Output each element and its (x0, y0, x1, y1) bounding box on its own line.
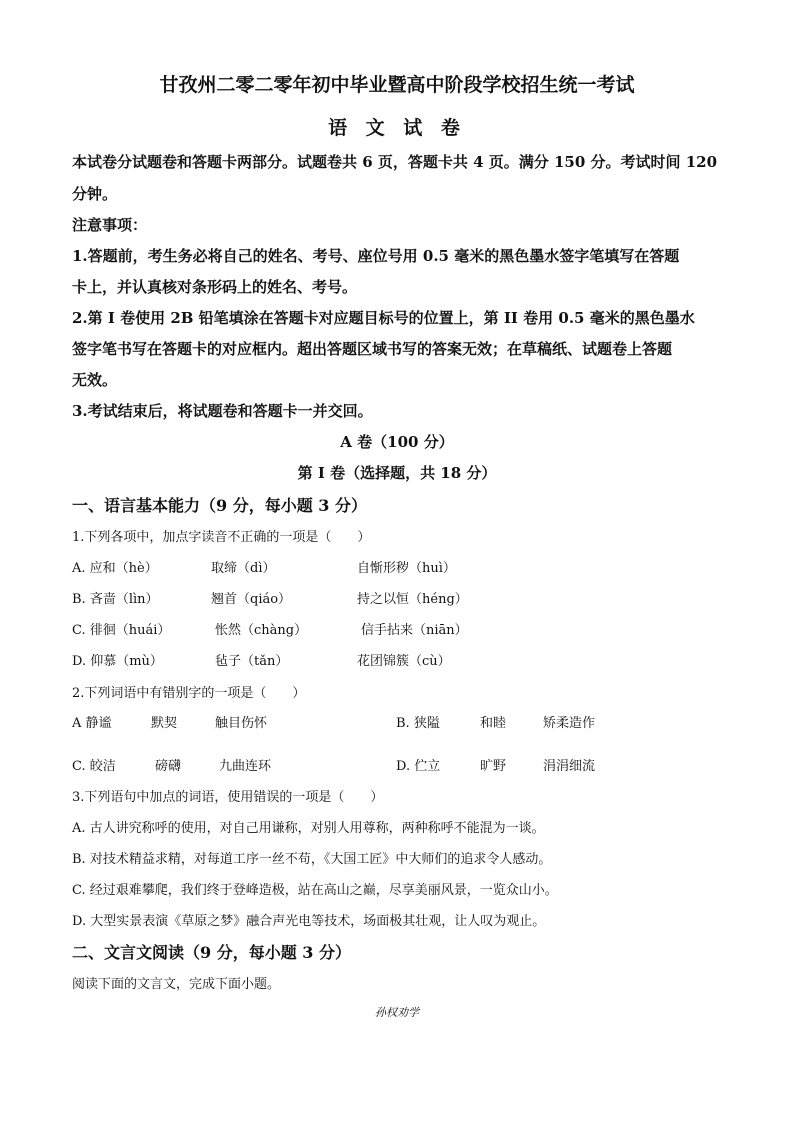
passage-title: 孙权劝学 (375, 1006, 419, 1019)
notice-1a: 1.答题前，考生务必将自己的姓名、考号、座位号用 0.5 毫米的黑色墨水签字笔填写在答题 (72, 247, 680, 265)
notice-2c: 无效。 (72, 371, 118, 389)
notice-2a: 2.第 I 卷使用 2B 铅笔填涂在答题卡对应题目标号的位置上，第 II 卷用 0.5 毫米的黑色墨水 (72, 309, 695, 327)
q1-option-b-3: 持之以恒（héng） (357, 592, 468, 607)
q1-option-a-3: 自惭形秽（huì） (357, 561, 456, 576)
q2-option-d-3: 涓涓细流 (543, 759, 596, 774)
section-1-heading: 一、语言基本能力（9 分，每小题 3 分） (72, 496, 367, 515)
exam-title: 甘孜州二零二零年初中毕业暨高中阶段学校招生统一考试 (159, 74, 635, 96)
intro-line-1: 本试卷分试题卷和答题卡两部分。试题卷共 6 页，答题卡共 4 页。满分 150 分。考试时间 120 (72, 153, 718, 171)
notice-3: 3.考试结束后，将试题卷和答题卡一并交回。 (72, 402, 373, 420)
q3-option-c: C. 经过艰难攀爬，我们终于登峰造极，站在高山之巅，尽享美丽风景，一览众山小。 (72, 883, 558, 898)
q2-option-b-1: B. 狭隘 (396, 716, 440, 731)
q3-stem: 3.下列语句中加点的词语，使用错误的一项是（ ） (72, 790, 384, 805)
q1-option-b-2: 翘首（qiáo） (211, 592, 292, 607)
q3-option-b: B. 对技术精益求精，对每道工序一丝不苟，《大国工匠》中大师们的追求令人感动。 (72, 852, 552, 867)
q2-option-a-2: 默契 (151, 716, 178, 731)
part-a-heading: A 卷（100 分） (340, 433, 454, 451)
reading-instruction: 阅读下面的文言文，完成下面小题。 (72, 977, 281, 992)
q2-option-c-2: 磅礴 (155, 759, 182, 774)
q1-option-c-2: 怅然（chàng） (215, 623, 308, 638)
q2-option-d-1: D. 伫立 (396, 759, 441, 774)
q2-option-b-2: 和睦 (480, 716, 507, 731)
volume-1-heading: 第 I 卷（选择题，共 18 分） (297, 464, 497, 482)
section-2-heading: 二、文言文阅读（9 分，每小题 3 分） (72, 943, 351, 962)
notice-1b: 卡上，并认真核对条形码上的姓名、考号。 (72, 278, 358, 296)
q2-option-d-2: 旷野 (480, 759, 507, 774)
q1-option-a-1: A. 应和（hè） (72, 561, 158, 576)
q2-option-a-3: 触目伤怀 (215, 716, 268, 731)
q1-option-d-1: D. 仰慕（mù） (72, 654, 163, 669)
q1-option-d-3: 花团锦簇（cù） (357, 654, 451, 669)
q1-option-d-2: 毡子（tǎn） (215, 654, 289, 669)
q2-option-c-1: C. 皎洁 (72, 759, 116, 774)
q2-option-a-1: A 静谧 (72, 716, 112, 731)
q1-option-c-1: C. 徘徊（huái） (72, 623, 171, 638)
q1-option-c-3: 信手拈来（niān） (361, 623, 468, 638)
exam-subtitle: 语 文 试 卷 (328, 117, 466, 139)
intro-line-2: 分钟。 (72, 185, 118, 203)
q1-option-a-2: 取缔（dì） (211, 561, 276, 576)
q2-option-b-3: 矫柔造作 (543, 716, 596, 731)
q2-stem: 2.下列词语中有错别字的一项是（ ） (72, 686, 306, 701)
q2-option-c-3: 九曲连环 (219, 759, 272, 774)
notice-title: 注意事项： (72, 216, 148, 234)
notice-2b: 签字笔书写在答题卡的对应框内。超出答题区域书写的答案无效；在草稿纸、试题卷上答题 (72, 340, 673, 358)
q1-stem: 1.下列各项中，加点字读音不正确的一项是（ ） (72, 530, 371, 545)
q3-option-d: D. 大型实景表演《草原之梦》融合声光电等技术，场面极其壮观，让人叹为观止。 (72, 914, 546, 929)
q1-option-b-1: B. 吝啬（lìn） (72, 592, 159, 607)
q3-option-a: A. 古人讲究称呼的使用，对自己用谦称，对别人用尊称，两种称呼不能混为一谈。 (72, 821, 545, 836)
